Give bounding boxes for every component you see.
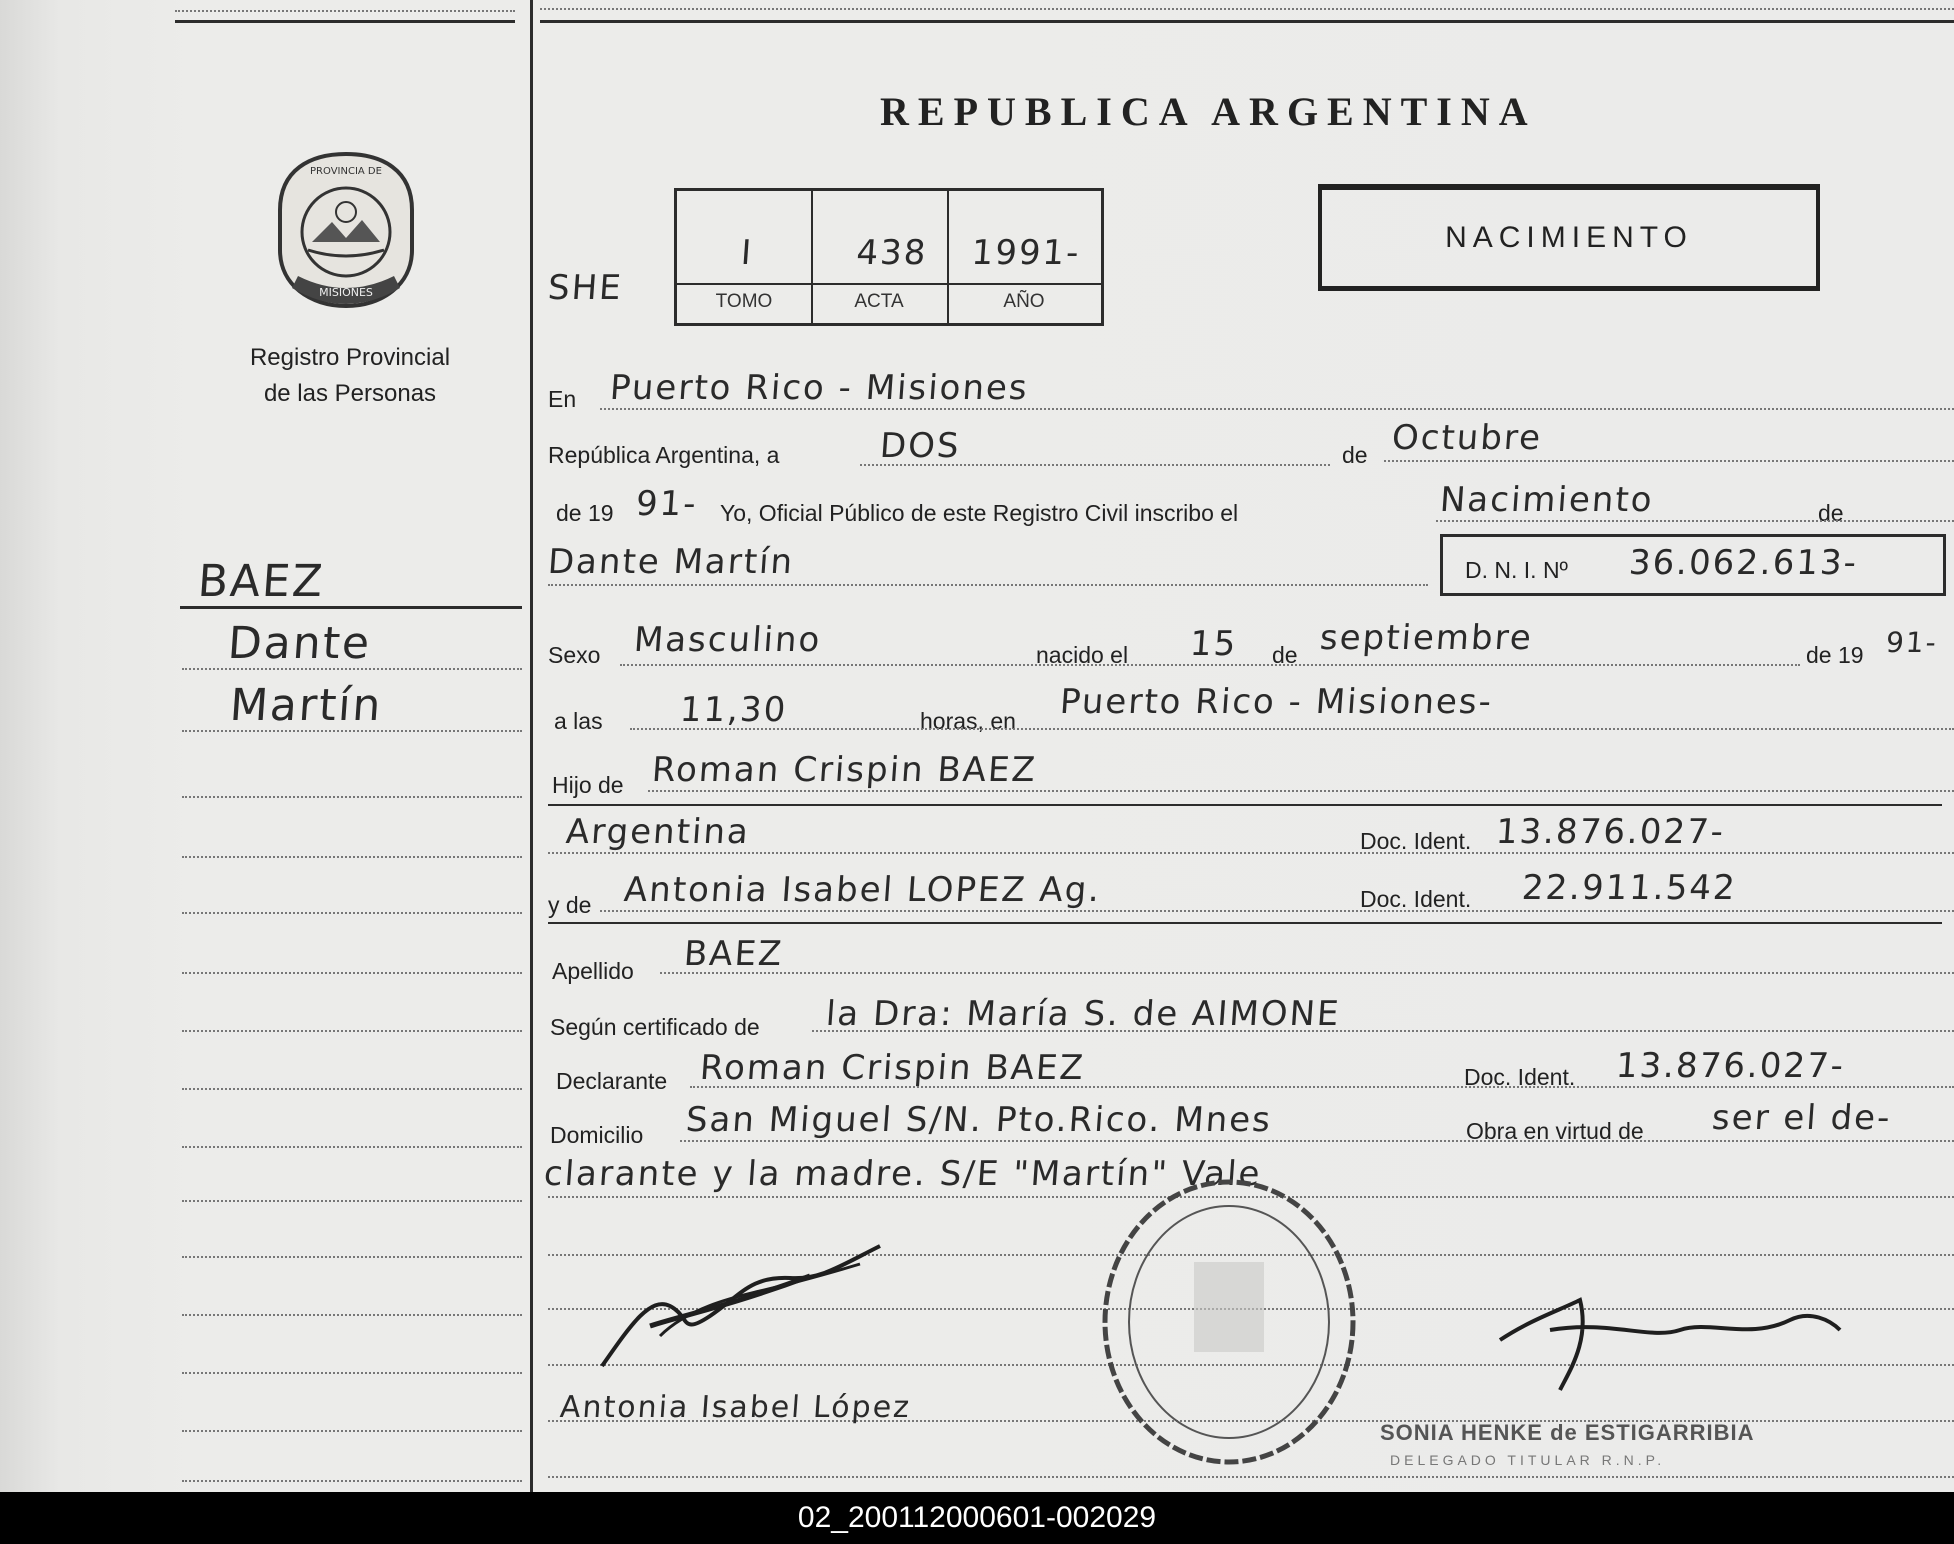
doc-label-madre: Doc. Ident. bbox=[1360, 886, 1472, 912]
top-rule-left bbox=[175, 20, 515, 23]
horas-label: horas, en bbox=[920, 708, 1016, 734]
file-name-caption: 02_200112000601-002029 bbox=[0, 1492, 1954, 1544]
dia-value: DOS bbox=[878, 426, 962, 466]
de-label-1: de bbox=[1342, 442, 1368, 468]
margin-surname-rule bbox=[180, 606, 522, 609]
declarante-value: Roman Crispin BAEZ bbox=[698, 1048, 1087, 1088]
madre-doc: 22.911.542 bbox=[1520, 868, 1739, 908]
madre-value: Antonia Isabel LOPEZ Ag. bbox=[622, 870, 1103, 910]
de19-label-2: de 19 bbox=[1806, 642, 1864, 668]
de-label-2: de bbox=[1818, 500, 1844, 526]
hijo-label: Hijo de bbox=[552, 772, 624, 798]
sexo-label: Sexo bbox=[548, 642, 601, 668]
republica-label: República Argentina, a bbox=[548, 442, 780, 468]
acto-value: Nacimiento bbox=[1438, 480, 1655, 520]
nombre-value: Dante Martín bbox=[546, 542, 796, 582]
nacido-mes: septiembre bbox=[1318, 618, 1535, 658]
provincial-seal bbox=[272, 150, 420, 310]
registry-name bbox=[200, 340, 500, 412]
declarante-label: Declarante bbox=[556, 1068, 668, 1094]
hora-value: 11,30 bbox=[678, 690, 789, 730]
apellido-value: BAEZ bbox=[682, 934, 785, 974]
apellido-label: Apellido bbox=[552, 958, 634, 984]
certificado-value: la Dra: María S. de AIMONE bbox=[824, 994, 1342, 1034]
de19-label: de 19 bbox=[556, 500, 614, 526]
alas-label: a las bbox=[554, 708, 603, 734]
segun-label: Según certificado de bbox=[550, 1014, 760, 1040]
dni-label: D. N. I. Nº bbox=[1465, 557, 1568, 583]
inscripcion-anio: 91- bbox=[634, 484, 699, 524]
record-number-box bbox=[674, 188, 1104, 326]
padre-value: Roman Crispin BAEZ bbox=[650, 750, 1039, 790]
obra-value-2: clarante y la madre. S/E "Martín" Vale bbox=[542, 1154, 1263, 1194]
top-rule-right bbox=[540, 20, 1954, 23]
obra-label: Obra en virtud de bbox=[1466, 1118, 1644, 1144]
dni-box bbox=[1440, 534, 1946, 596]
acta-value: 438 bbox=[855, 233, 929, 273]
certificate-type-box: NACIMIENTO bbox=[1318, 184, 1820, 291]
dni-value: 36.062.613- bbox=[1627, 543, 1860, 583]
yde-label: y de bbox=[548, 892, 592, 918]
nacido-dia: 15 bbox=[1188, 624, 1239, 664]
declarante-doc: 13.876.027- bbox=[1614, 1046, 1847, 1086]
official-title: DELEGADO TITULAR R.N.P. bbox=[1390, 1452, 1666, 1468]
registry-line-2: de las Personas bbox=[263, 380, 437, 407]
official-signature bbox=[1490, 1280, 1850, 1400]
page-title: REPUBLICA ARGENTINA bbox=[880, 89, 1537, 134]
obra-value-1: ser el de- bbox=[1710, 1098, 1893, 1138]
yo-label: Yo, Oficial Público de este Registro Civil inscribo el bbox=[720, 500, 1239, 526]
en-value: Puerto Rico - Misiones bbox=[608, 368, 1031, 408]
official-stamp bbox=[1094, 1172, 1364, 1472]
doc-label-declarante: Doc. Ident. bbox=[1464, 1064, 1576, 1090]
record-prefix: SHE bbox=[546, 268, 625, 308]
padre-nacionalidad: Argentina bbox=[564, 812, 752, 852]
acta-label: ACTA bbox=[854, 291, 904, 312]
de-label-3: de bbox=[1272, 642, 1298, 668]
registry-line-1: Registro Provincial bbox=[249, 344, 451, 371]
anio-label: AÑO bbox=[1003, 291, 1045, 312]
column-divider bbox=[530, 0, 533, 1492]
margin-name-2: Martín bbox=[228, 680, 385, 731]
nacido-label: nacido el bbox=[1036, 642, 1129, 668]
svg-text:MISIONES: MISIONES bbox=[319, 286, 373, 299]
mes-value: Octubre bbox=[1390, 418, 1544, 458]
nacido-anio: 91- bbox=[1884, 626, 1939, 659]
en-label: En bbox=[548, 386, 577, 412]
domicilio-value: San Miguel S/N. Pto.Rico. Mnes bbox=[684, 1100, 1274, 1140]
top-dots-right bbox=[540, 8, 1954, 10]
svg-text:PROVINCIA DE: PROVINCIA DE bbox=[310, 166, 382, 177]
mother-signature-name: Antonia Isabel López bbox=[558, 1390, 913, 1425]
official-name: SONIA HENKE de ESTIGARRIBIA bbox=[1380, 1420, 1755, 1445]
top-dots-left bbox=[175, 10, 515, 12]
domicilio-label: Domicilio bbox=[550, 1122, 644, 1148]
anio-value: 1991- bbox=[970, 233, 1082, 273]
margin-surname: BAEZ bbox=[196, 556, 327, 607]
declarante-signature bbox=[590, 1236, 890, 1376]
doc-label-padre: Doc. Ident. bbox=[1360, 828, 1472, 854]
padre-doc: 13.876.027- bbox=[1494, 812, 1727, 852]
lugar-value: Puerto Rico - Misiones- bbox=[1058, 682, 1495, 722]
tomo-value: I bbox=[739, 233, 755, 273]
tomo-label: TOMO bbox=[715, 291, 773, 312]
sexo-value: Masculino bbox=[632, 620, 823, 660]
margin-name-1: Dante bbox=[226, 618, 373, 669]
